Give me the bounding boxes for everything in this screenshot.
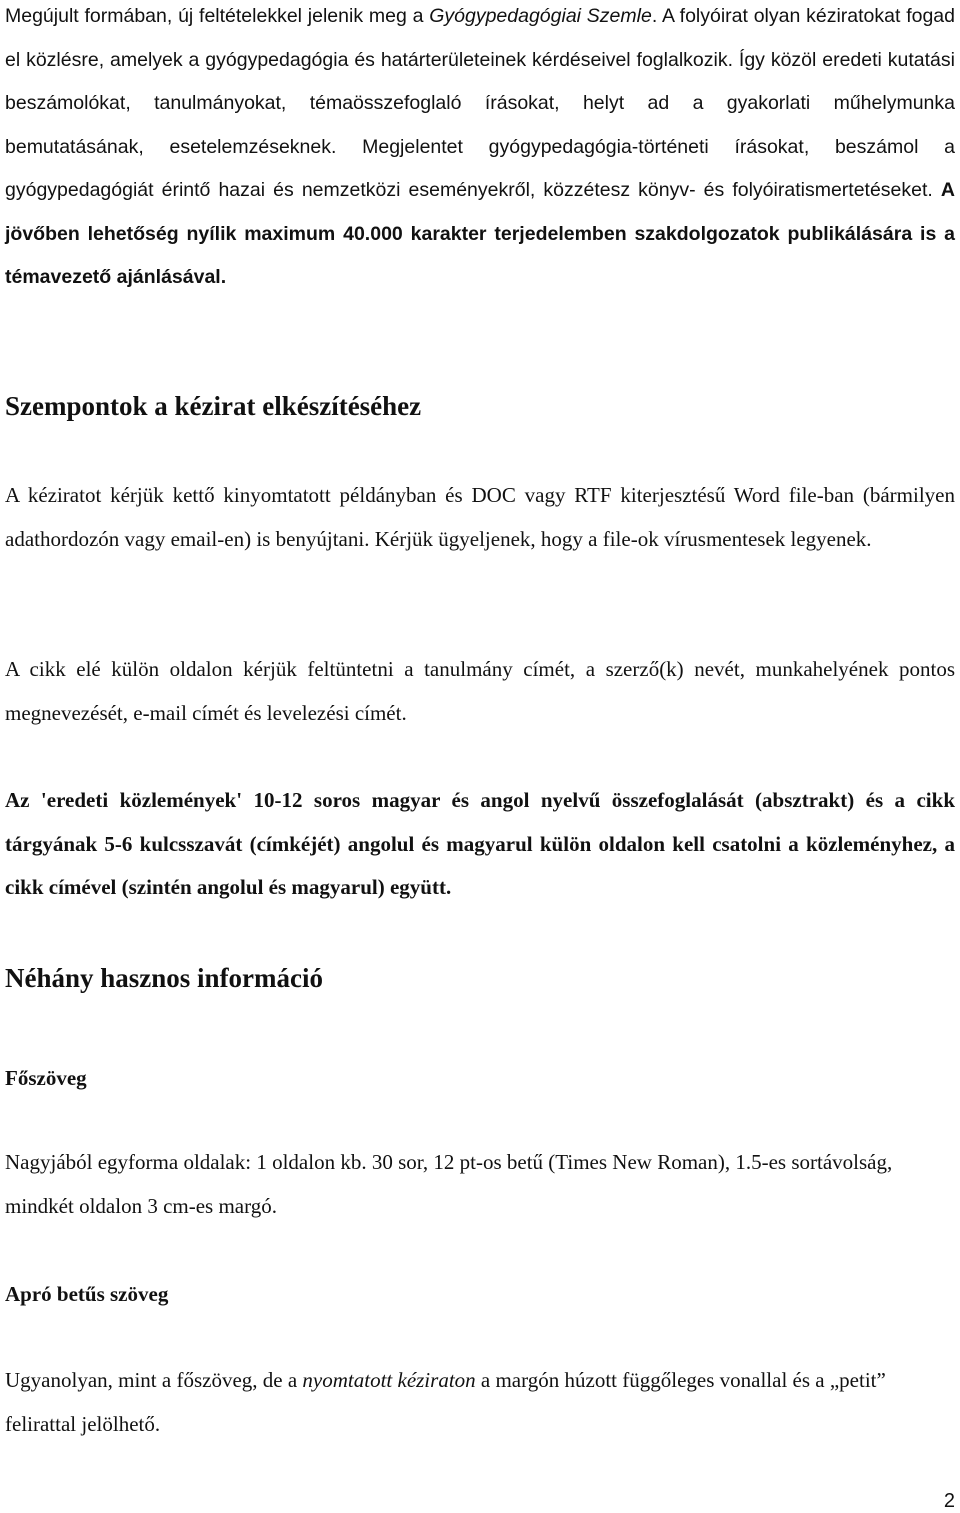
submission-paragraph: A kéziratot kérjük kettő kinyomtatott példányban és DOC vagy RTF kiterjesztésű Word file-ban (bármilyen adathordozón vagy email-en) is benyújtani. Kérjük ügyeljenek, hogy a file-ok vírusmentesek legyenek. <box>5 483 955 551</box>
section-heading-useful-info: Néhány hasznos információ <box>5 963 324 993</box>
abstract-paragraph: Az 'eredeti közlemények' 10-12 soros magyar és angol nyelvű összefoglalását (absztrakt) és a cikk tárgyának 5-6 kulcsszavát (címkéjét) angolul és magyarul külön oldalon kell csatolni a közleményhez, a cikk címével (szintén angolul és magyarul) együtt. <box>5 788 955 899</box>
small-print-italic: nyomtatott kéziraton <box>302 1368 476 1392</box>
intro-bold-note: A jövőben lehetőség nyílik maximum 40.000 karakter terjedelemben szakdolgozatok publikálására is a témavezető ajánlásával. <box>5 179 955 288</box>
title-page-paragraph: A cikk elé külön oldalon kérjük feltüntetni a tanulmány címét, a szerző(k) nevét, munkahelyének pontos megnevezését, e-mail címét és levelezési címét. <box>5 657 955 725</box>
page-number: 2 <box>943 1490 955 1512</box>
intro-paragraph <box>5 0 955 300</box>
small-print-text-2: a margón húzott függőleges vonallal és a „petit” felirattal jelölhető. <box>5 1368 886 1436</box>
small-print-text-1: Ugyanolyan, mint a főszöveg, de a <box>5 1368 303 1392</box>
intro-text-1: Megújult formában, új feltételekkel jelenik meg a <box>5 5 430 27</box>
small-print-paragraph <box>5 1359 955 1446</box>
subheading-small-print: Apró betűs szöveg <box>5 1282 169 1306</box>
main-text-paragraph: Nagyjából egyforma oldalak: 1 oldalon kb. 30 sor, 12 pt-os betű (Times New Roman), 1.5-es sortávolság, mindkét oldalon 3 cm-es margó. <box>5 1150 893 1218</box>
journal-title: Gyógypedagógiai Szemle <box>429 5 652 27</box>
section-heading-guidelines: Szempontok a kézirat elkészítéséhez <box>5 391 422 421</box>
subheading-main-text: Főszöveg <box>5 1066 87 1090</box>
intro-text-2: . A folyóirat olyan kéziratokat fogad el közlésre, amelyek a gyógypedagógia és határterületeinek kérdéseivel foglalkozik. Így közöl eredeti kutatási beszámolókat, tanulmányokat, témaösszefoglaló írásokat, helyt ad a gyakorlati műhelymunka bemutatásának, esetelemzéseknek. Megjelentet gyógypedagógia-történeti írásokat, beszámol a gyógypedagógiát érintő hazai és nemzetközi eseményekről, közzétesz könyv- és folyóiratismertetéseket. <box>5 5 955 201</box>
